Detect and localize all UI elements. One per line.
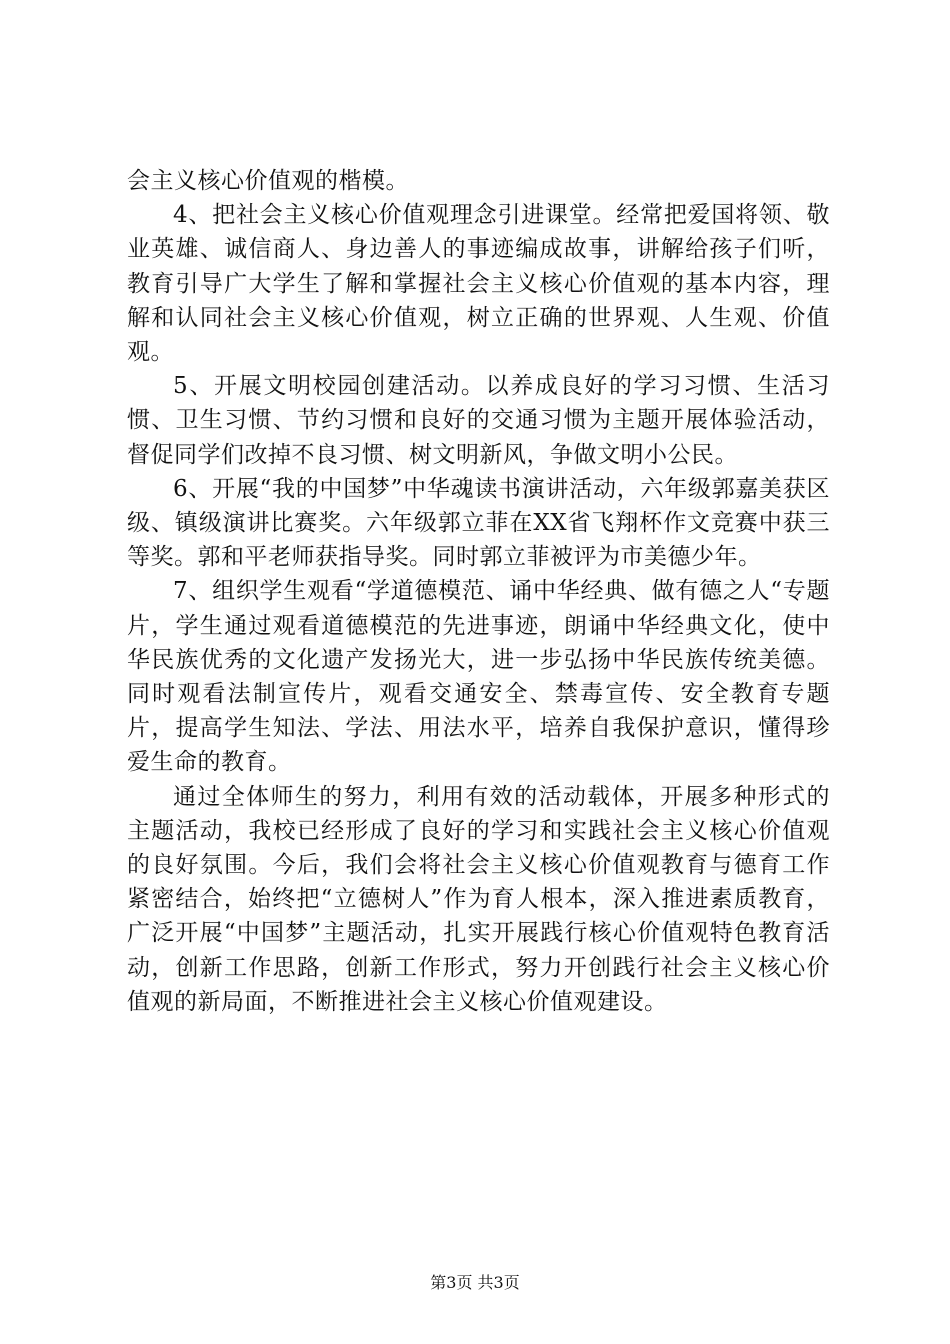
document-body [127, 164, 830, 1019]
page-number: 第3页 共3页 [430, 1273, 520, 1292]
page-footer [0, 1273, 950, 1293]
paragraph-item-6: 6、开展“我的中国梦”中华魂读书演讲活动，六年级郭嘉美获区级、镇级演讲比赛奖。六年级郭立菲在XX省飞翔杯作文竞赛中获三等奖。郭和平老师获指导奖。同时郭立菲被评为市美德少年。 [127, 475, 830, 571]
paragraph-item-4: 4、把社会主义核心价值观理念引进课堂。经常把爱国将领、敬业英雄、诚信商人、身边善人的事迹编成故事，讲解给孩子们听，教育引导广大学生了解和掌握社会主义核心价值观的基本内容，理解和认同社会主义核心价值观，树立正确的世界观、人生观、价值观。 [127, 202, 830, 366]
paragraph-item-5: 5、开展文明校园创建活动。以养成良好的学习习惯、生活习惯、卫生习惯、节约习惯和良好的交通习惯为主题开展体验活动，督促同学们改掉不良习惯、树文明新风，争做文明小公民。 [127, 373, 830, 468]
paragraph-item-7: 7、组织学生观看“学道德模范、诵中华经典、做有德之人“专题片，学生通过观看道德模范的先进事迹，朗诵中华经典文化，使中华民族优秀的文化遗产发扬光大，进一步弘扬中华民族传统美德。同时观看法制宣传片，观看交通安全、禁毒宣传、安全教育专题片，提高学生知法、学法、用法水平，培养自我保护意识，懂得珍爱生命的教育。 [127, 578, 830, 776]
paragraph-conclusion: 通过全体师生的努力，利用有效的活动载体，开展多种形式的主题活动，我校已经形成了良好的学习和实践社会主义核心价值观的良好氛围。今后，我们会将社会主义核心价值观教育与德育工作紧密结合，始终把“立德树人”作为育人根本，深入推进素质教育，广泛开展“中国梦”主题活动，扎实开展践行核心价值观特色教育活动，创新工作思路，创新工作形式，努力开创践行社会主义核心价值观的新局面，不断推进社会主义核心价值观建设。 [127, 783, 830, 1015]
paragraph-continuation: 会主义核心价值观的楷模。 [127, 168, 409, 194]
